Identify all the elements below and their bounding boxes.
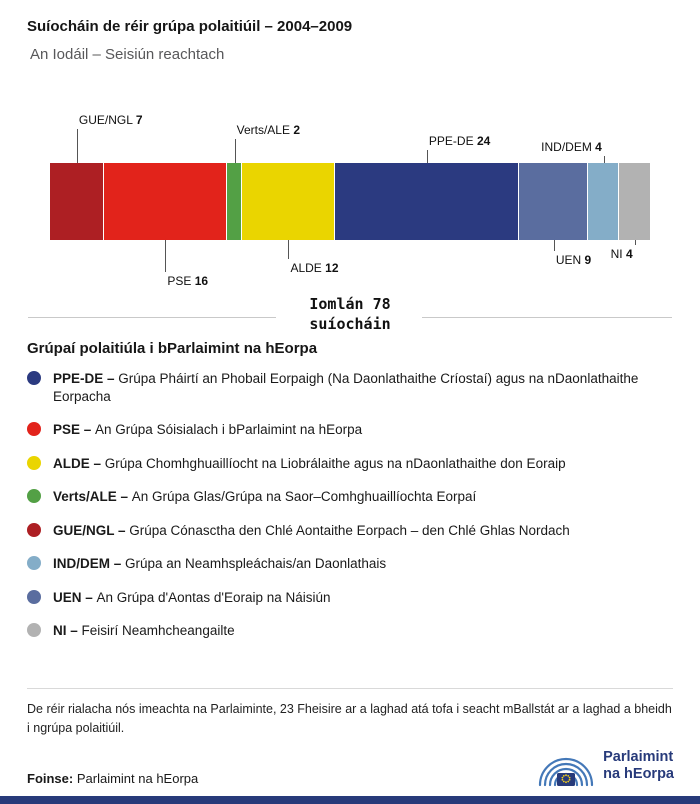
footnote: De réir rialacha nós imeachta na Parlaiminte, 23 Fheisire ar a laghad atá tofa i seacht mBallstát ar a laghad a bheidh i ngrúpa polaitiúil. [27,702,672,735]
legend-item-ni [27,622,675,640]
total-seats-label [255,294,445,335]
legend-label-verts-ale: Verts/ALE – An Grúpa Glas/Grúpa na Saor–Comhghuaillíochta Eorpaí [53,489,477,505]
logo-line1: Parlaimint [603,748,674,765]
total-seats-line1: Iomlán 78 [309,295,391,313]
logo-wordmark [603,749,674,784]
leader-line-pse [165,240,166,272]
legend-dot-alde [27,456,41,470]
segment-label-alde: ALDE 12 [290,261,339,275]
footer-divider [27,688,673,689]
source-line [27,771,198,786]
legend-dot-pse [27,422,41,436]
bar-segment-alde[interactable] [242,163,334,240]
source-text: Parlaimint na hEorpa [73,771,199,786]
segment-label-ind-dem: IND/DEM 4 [541,140,602,154]
bar-segment-ind-dem[interactable] [588,163,619,240]
legend-dot-ppe-de [27,371,41,385]
bar-segment-ppe-de[interactable] [335,163,520,240]
page-subtitle: An Iodáil – Seisiún reachtach [30,46,225,63]
legend-dot-uen [27,590,41,604]
leader-line-ppe-de [427,150,428,163]
bar-segment-ni[interactable] [619,163,650,240]
legend-label-gue-ngl: GUE/NGL – Grúpa Cónasctha den Chlé Aontaithe Eorpach – den Chlé Ghlas Nordach [53,522,570,538]
parliament-hemicycle-icon [537,744,595,788]
bar-segment-uen[interactable] [519,163,588,240]
bar-segment-pse[interactable] [104,163,227,240]
legend-label-alde: ALDE – Grúpa Chomhghuaillíocht na Liobrálaithe agus na nDaonlathaithe don Eoraip [53,455,566,471]
brand-bottom-bar [0,796,700,804]
seats-stacked-bar-chart [50,110,650,290]
european-parliament-logo [537,744,674,788]
logo-line2: na hEorpa [603,766,674,782]
legend [27,370,675,656]
legend-item-gue-ngl [27,522,675,540]
legend-label-ni: NI – Feisirí Neamhcheangailte [53,623,235,639]
legend-item-alde [27,455,675,473]
legend-label-pse: PSE – An Grúpa Sóisialach i bParlaimint na hEorpa [53,422,363,438]
legend-item-uen [27,589,675,607]
legend-dot-verts-ale [27,489,41,503]
segment-label-gue-ngl: GUE/NGL 7 [78,113,143,127]
legend-item-ppe-de [27,370,675,405]
segment-label-verts-ale: Verts/ALE 2 [236,123,300,137]
segment-label-ni: NI 4 [610,247,633,261]
legend-item-ind-dem [27,555,675,573]
legend-item-verts-ale [27,488,675,506]
legend-label-ind-dem: IND/DEM – Grúpa an Neamhspleáchais/an Daonlathais [53,556,387,572]
leader-line-ind-dem [604,156,605,163]
leader-line-gue-ngl [77,129,78,163]
legend-dot-ni [27,623,41,637]
segment-label-uen: UEN 9 [555,253,592,267]
leader-line-uen [554,240,555,251]
leader-line-ni [635,240,636,245]
legend-label-ppe-de: PPE-DE – Grúpa Pháirtí an Phobail Eorpaigh (Na Daonlathaithe Críostaí) agus na nDaonlathaithe Eorpacha [53,371,639,404]
legend-label-uen: UEN – An Grúpa d'Aontas d'Eoraip na Náisiún [53,589,331,605]
segment-label-ppe-de: PPE-DE 24 [428,134,491,148]
source-label: Foinse: [27,771,74,786]
total-rule-right [422,317,672,318]
stacked-bar [50,163,650,240]
leader-line-verts-ale [235,139,236,163]
segment-label-pse: PSE 16 [167,274,209,288]
legend-dot-gue-ngl [27,523,41,537]
legend-item-pse [27,421,675,439]
legend-heading: Grúpaí polaitiúla i bParlaimint na hEorpa [27,340,318,357]
legend-dot-ind-dem [27,556,41,570]
total-rule-left [28,317,276,318]
bar-segment-verts-ale[interactable] [227,163,242,240]
bar-segment-gue-ngl[interactable] [50,163,104,240]
leader-line-alde [288,240,289,259]
page-title: Suíocháin de réir grúpa polaitiúil – 2004–2009 [27,18,353,35]
total-seats-line2: suíocháin [309,315,391,334]
